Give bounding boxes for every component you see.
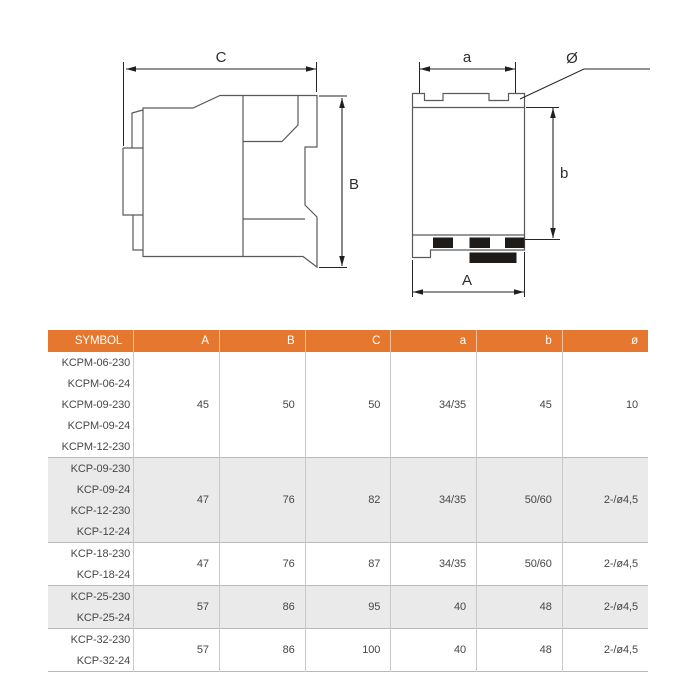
- value-cell: 86: [219, 586, 305, 629]
- value-cell: 48: [477, 586, 563, 629]
- value-cell: 87: [305, 543, 391, 586]
- dimension-drawings: [0, 0, 700, 330]
- side-view-body-outline: [143, 96, 317, 268]
- dim-c-label: C: [215, 49, 227, 66]
- column-header-ø: ø: [562, 330, 648, 352]
- side-view-mount-tabs: [123, 110, 143, 250]
- value-cell: 2-/ø4,5: [562, 543, 648, 586]
- value-cell: 57: [134, 629, 220, 672]
- symbol-cell: KCP-12-24: [48, 521, 134, 543]
- value-cell: 50/60: [477, 458, 563, 543]
- symbol-cell: KCP-25-24: [48, 607, 134, 629]
- value-cell: 34/35: [391, 458, 477, 543]
- side-view-chamfer-line: [243, 96, 298, 142]
- value-cell: 10: [562, 352, 648, 458]
- dimensions-table-body: [48, 352, 648, 672]
- symbol-cell: KCP-18-230: [48, 543, 134, 565]
- symbol-cell: KCPM-06-24: [67, 377, 131, 390]
- symbol-cell: KCP-12-230: [48, 500, 134, 521]
- symbol-cell: KCPM-12-230: [61, 440, 131, 453]
- symbol-cell: KCPM-06-230: [61, 356, 131, 369]
- symbol-cell: KCP-09-24: [48, 479, 134, 500]
- hole-leader-line: [520, 69, 650, 99]
- value-cell: 45: [134, 352, 220, 458]
- symbol-cell: KCP-25-230: [48, 586, 134, 608]
- side-view-drawing: [123, 49, 359, 268]
- front-view-body-outline: [413, 94, 525, 258]
- terminal-mark-1: [433, 238, 453, 249]
- table-row: [48, 543, 648, 565]
- terminal-bar: [470, 253, 517, 264]
- table-row: [48, 458, 648, 480]
- value-cell: 100: [305, 629, 391, 672]
- value-cell: 40: [391, 586, 477, 629]
- header-row: [48, 330, 648, 352]
- value-cell: 76: [219, 543, 305, 586]
- column-header-a: a: [391, 330, 477, 352]
- value-cell: 57: [134, 586, 220, 629]
- column-header-b: b: [477, 330, 563, 352]
- dimensions-table: [48, 330, 648, 672]
- value-cell: 40: [391, 629, 477, 672]
- table-row: [48, 352, 648, 373]
- value-cell: 50: [305, 352, 391, 458]
- symbol-cell: KCPM-09-24: [67, 419, 131, 432]
- value-cell: 47: [134, 458, 220, 543]
- dim-a-label: a: [462, 49, 472, 66]
- table-row: [48, 586, 648, 608]
- value-cell: 2-/ø4,5: [562, 629, 648, 672]
- value-cell: 47: [134, 543, 220, 586]
- value-cell: 48: [477, 629, 563, 672]
- symbol-cell: KCP-18-24: [76, 568, 131, 581]
- column-header-C: C: [305, 330, 391, 352]
- dim-b-label: B: [349, 176, 360, 193]
- value-cell: 86: [219, 629, 305, 672]
- dimensions-table-header: [48, 330, 648, 352]
- symbol-cell: KCPM-09-230: [61, 398, 131, 411]
- symbol-cell: KCP-32-230: [48, 629, 134, 651]
- value-cell: 34/35: [391, 543, 477, 586]
- value-cell: 95: [305, 586, 391, 629]
- table-row: [48, 629, 648, 651]
- terminal-mark-2: [470, 238, 491, 249]
- value-cell: 50: [219, 352, 305, 458]
- symbol-cell: KCP-32-24: [76, 654, 131, 667]
- front-view-drawing: [413, 49, 651, 297]
- value-cell: 34/35: [391, 352, 477, 458]
- value-cell: 76: [219, 458, 305, 543]
- value-cell: 2-/ø4,5: [562, 458, 648, 543]
- terminal-mark-3: [505, 238, 525, 249]
- dim-a2-label: A: [461, 272, 473, 289]
- value-cell: 82: [305, 458, 391, 543]
- column-header-symbol: SYMBOL: [48, 330, 134, 352]
- dim-b2-label: b: [560, 165, 569, 182]
- hole-diameter-label: Ø: [566, 50, 578, 67]
- column-header-B: B: [219, 330, 305, 352]
- symbol-cell: KCP-09-230: [48, 458, 134, 480]
- value-cell: 2-/ø4,5: [562, 586, 648, 629]
- value-cell: 45: [477, 352, 563, 458]
- column-header-A: A: [134, 330, 220, 352]
- value-cell: 50/60: [477, 543, 563, 586]
